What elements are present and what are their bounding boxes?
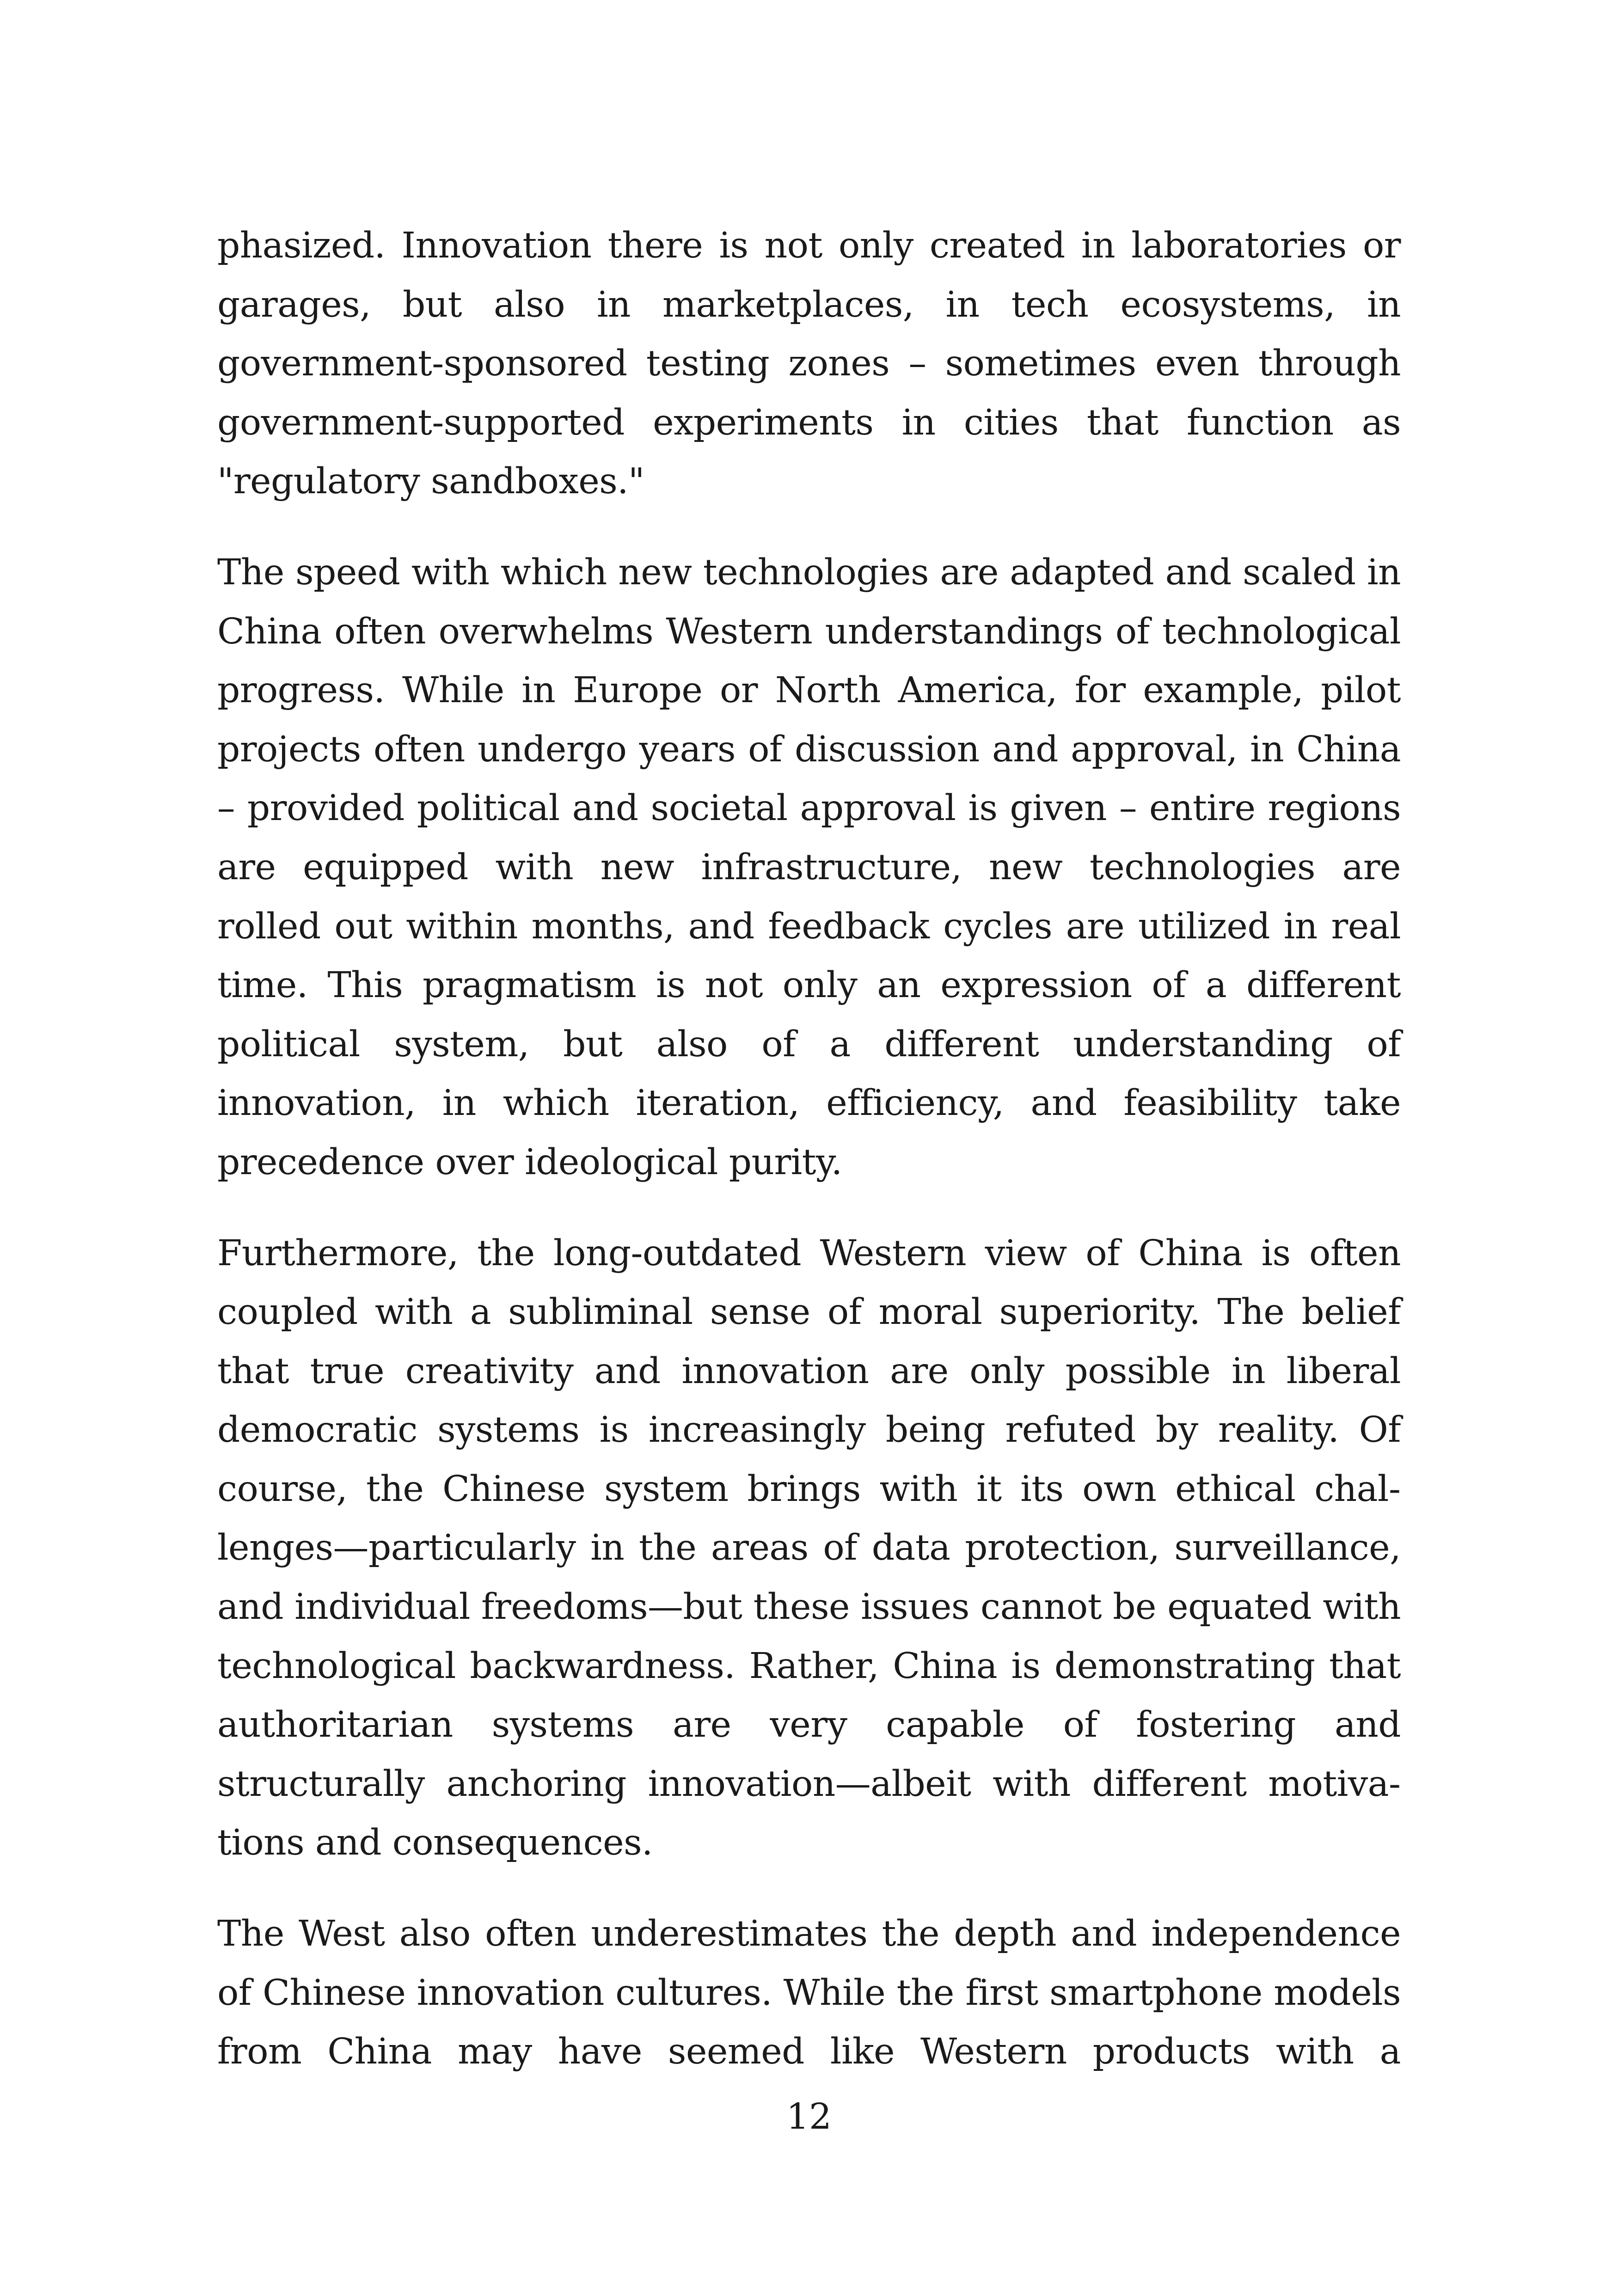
- paragraph-4: The West also often underestimates the depth and independence of Chinese innovation cultures. While the first smartphone models from China may have seemed like Western products with a: [217, 1913, 1401, 2073]
- paragraph-1: phasized. Innovation there is not only created in laboratories or garages, but also in marketplaces, in tech ecosystems, in government-sponsored testing zones – sometimes even through government-supported experiments in cities that function as "regulatory sandboxes.": [217, 225, 1401, 502]
- page-number: 12: [786, 2096, 832, 2137]
- paragraph-2: The speed with which new technologies are adapted and scaled in China often overwhelms Western understandings of technological progress. While in Europe or North America, for example, pilot projects often undergo years of discussion and approval, in China – provided political and societal approval is given – entire regions are equipped with new infrastructure, new technologies are rolled out within months, and feedback cycles are utilized in real time. This pragmatism is not only an expression of a different political system, but also of a different understanding of innovation, in which iteration, efficiency, and feasibility take precedence over ideological purity.: [217, 551, 1401, 1183]
- paragraph-3: Furthermore, the long-outdated Western view of China is often coupled with a subliminal sense of moral superiority. The belief that true creativity and innovation are only possible in liberal democratic systems is increasingly being refuted by reality. Of course, the Chinese system brings with it its own ethical challenges—particularly in the areas of data protection, surveillance, and individual freedoms—but these issues cannot be equated with technological backwardness. Rather, China is demonstrating that authoritarian systems are very capable of fostering and structurally anchoring innovation—albeit with different motivations and consequences.: [217, 1232, 1401, 1864]
- body-text: [217, 216, 1401, 2082]
